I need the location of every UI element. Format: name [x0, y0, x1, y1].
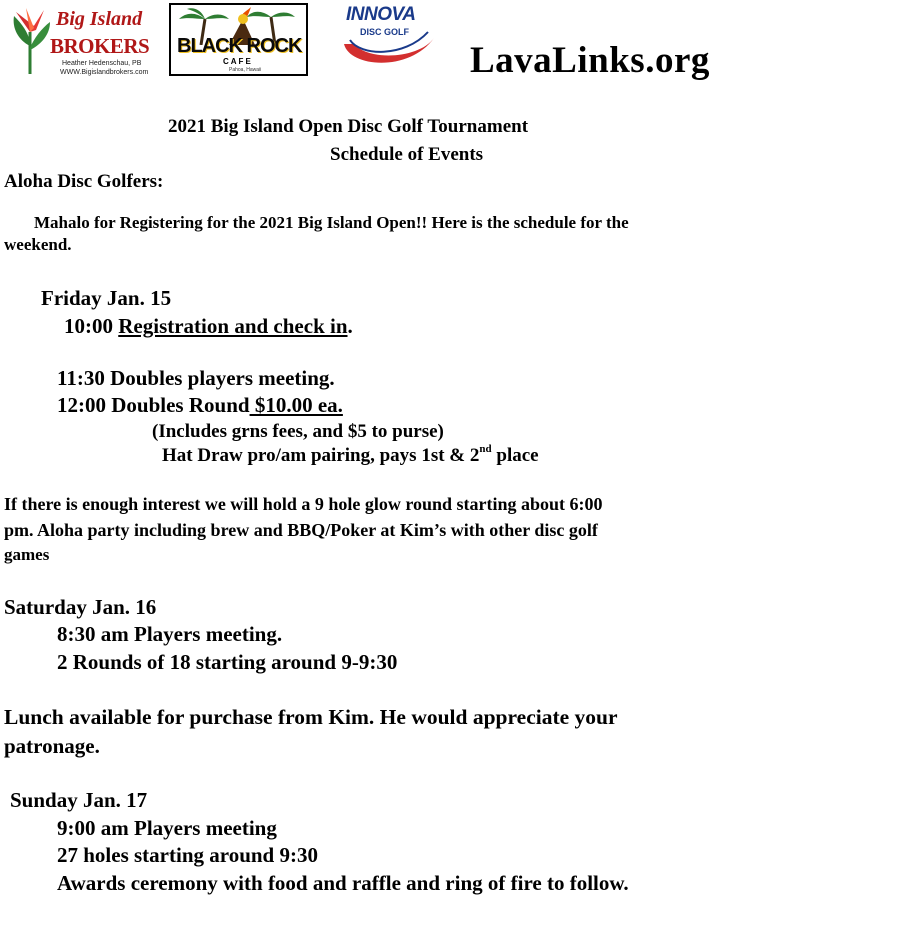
glow-line1: If there is enough interest we will hold a 9 hole glow round starting about 6:00 [4, 494, 603, 514]
black-rock-cafe-logo [169, 3, 308, 76]
hat-draw-end: place [491, 445, 539, 466]
registration-label: Registration and check in [118, 314, 348, 338]
friday-registration [64, 314, 353, 339]
registration-time: 10:00 [64, 314, 113, 338]
hat-draw-text: Hat Draw pro/am pairing, pays 1st & 2 [162, 445, 480, 466]
intro-line1: Mahalo for Registering for the 2021 Big Island Open!! Here is the schedule for the [34, 213, 629, 232]
friday-meeting: 11:30 Doubles players meeting. [57, 366, 335, 390]
bird-of-paradise-icon [8, 6, 54, 74]
sunday-item1: 9:00 am Players meeting [57, 816, 277, 840]
hat-draw-sup: nd [479, 443, 492, 455]
glow-line2: pm. Aloha party including brew and BBQ/Poker at Kim’s with other disc golf [4, 520, 598, 540]
lunch-line1: Lunch available for purchase from Kim. He would appreciate your [4, 705, 618, 729]
friday-heading: Friday Jan. 15 [41, 286, 172, 310]
site-name: LavaLinks.org [470, 40, 710, 81]
brokers-url: WWW.Bigislandbrokers.com [60, 69, 149, 76]
glow-line3: games [4, 545, 50, 564]
friday-includes: (Includes grns fees, and $5 to purse) [152, 421, 444, 442]
friday-doubles-round [57, 393, 343, 418]
registration-period: . [347, 314, 353, 338]
brokers-agent: Heather Hedenschau, PB [62, 60, 142, 67]
doubles-round-fee: $10.00 ea. [249, 393, 343, 417]
sunday-item2: 27 holes starting around 9:30 [57, 843, 318, 867]
document-subtitle: Schedule of Events [330, 144, 484, 165]
saturday-item1: 8:30 am Players meeting. [57, 622, 283, 646]
brokers-line2: BROKERS [50, 34, 150, 58]
black-rock-location: Pahoa, Hawaii [229, 67, 262, 73]
greeting: Aloha Disc Golfers: [4, 171, 164, 192]
black-rock-name: BLACK ROCK [177, 35, 302, 57]
innova-name: INNOVA [346, 4, 416, 25]
brokers-line1: Big Island [56, 8, 143, 30]
black-rock-cafe-label: CAFE [223, 57, 253, 66]
innova-logo [340, 2, 436, 70]
friday-hat-draw [162, 445, 539, 467]
sunday-heading: Sunday Jan. 17 [10, 788, 148, 812]
saturday-heading: Saturday Jan. 16 [4, 595, 157, 619]
saturday-item2: 2 Rounds of 18 starting around 9-9:30 [57, 650, 398, 674]
document-title: 2021 Big Island Open Disc Golf Tournament [168, 116, 529, 137]
lunch-line2: patronage. [4, 734, 100, 758]
intro-line2: weekend. [4, 235, 72, 254]
doubles-round-label: 12:00 Doubles Round [57, 393, 250, 417]
big-island-brokers-logo [4, 4, 150, 76]
sunday-item3: Awards ceremony with food and raffle and ring of fire to follow. [57, 871, 629, 895]
innova-sub: DISC GOLF [360, 27, 409, 37]
